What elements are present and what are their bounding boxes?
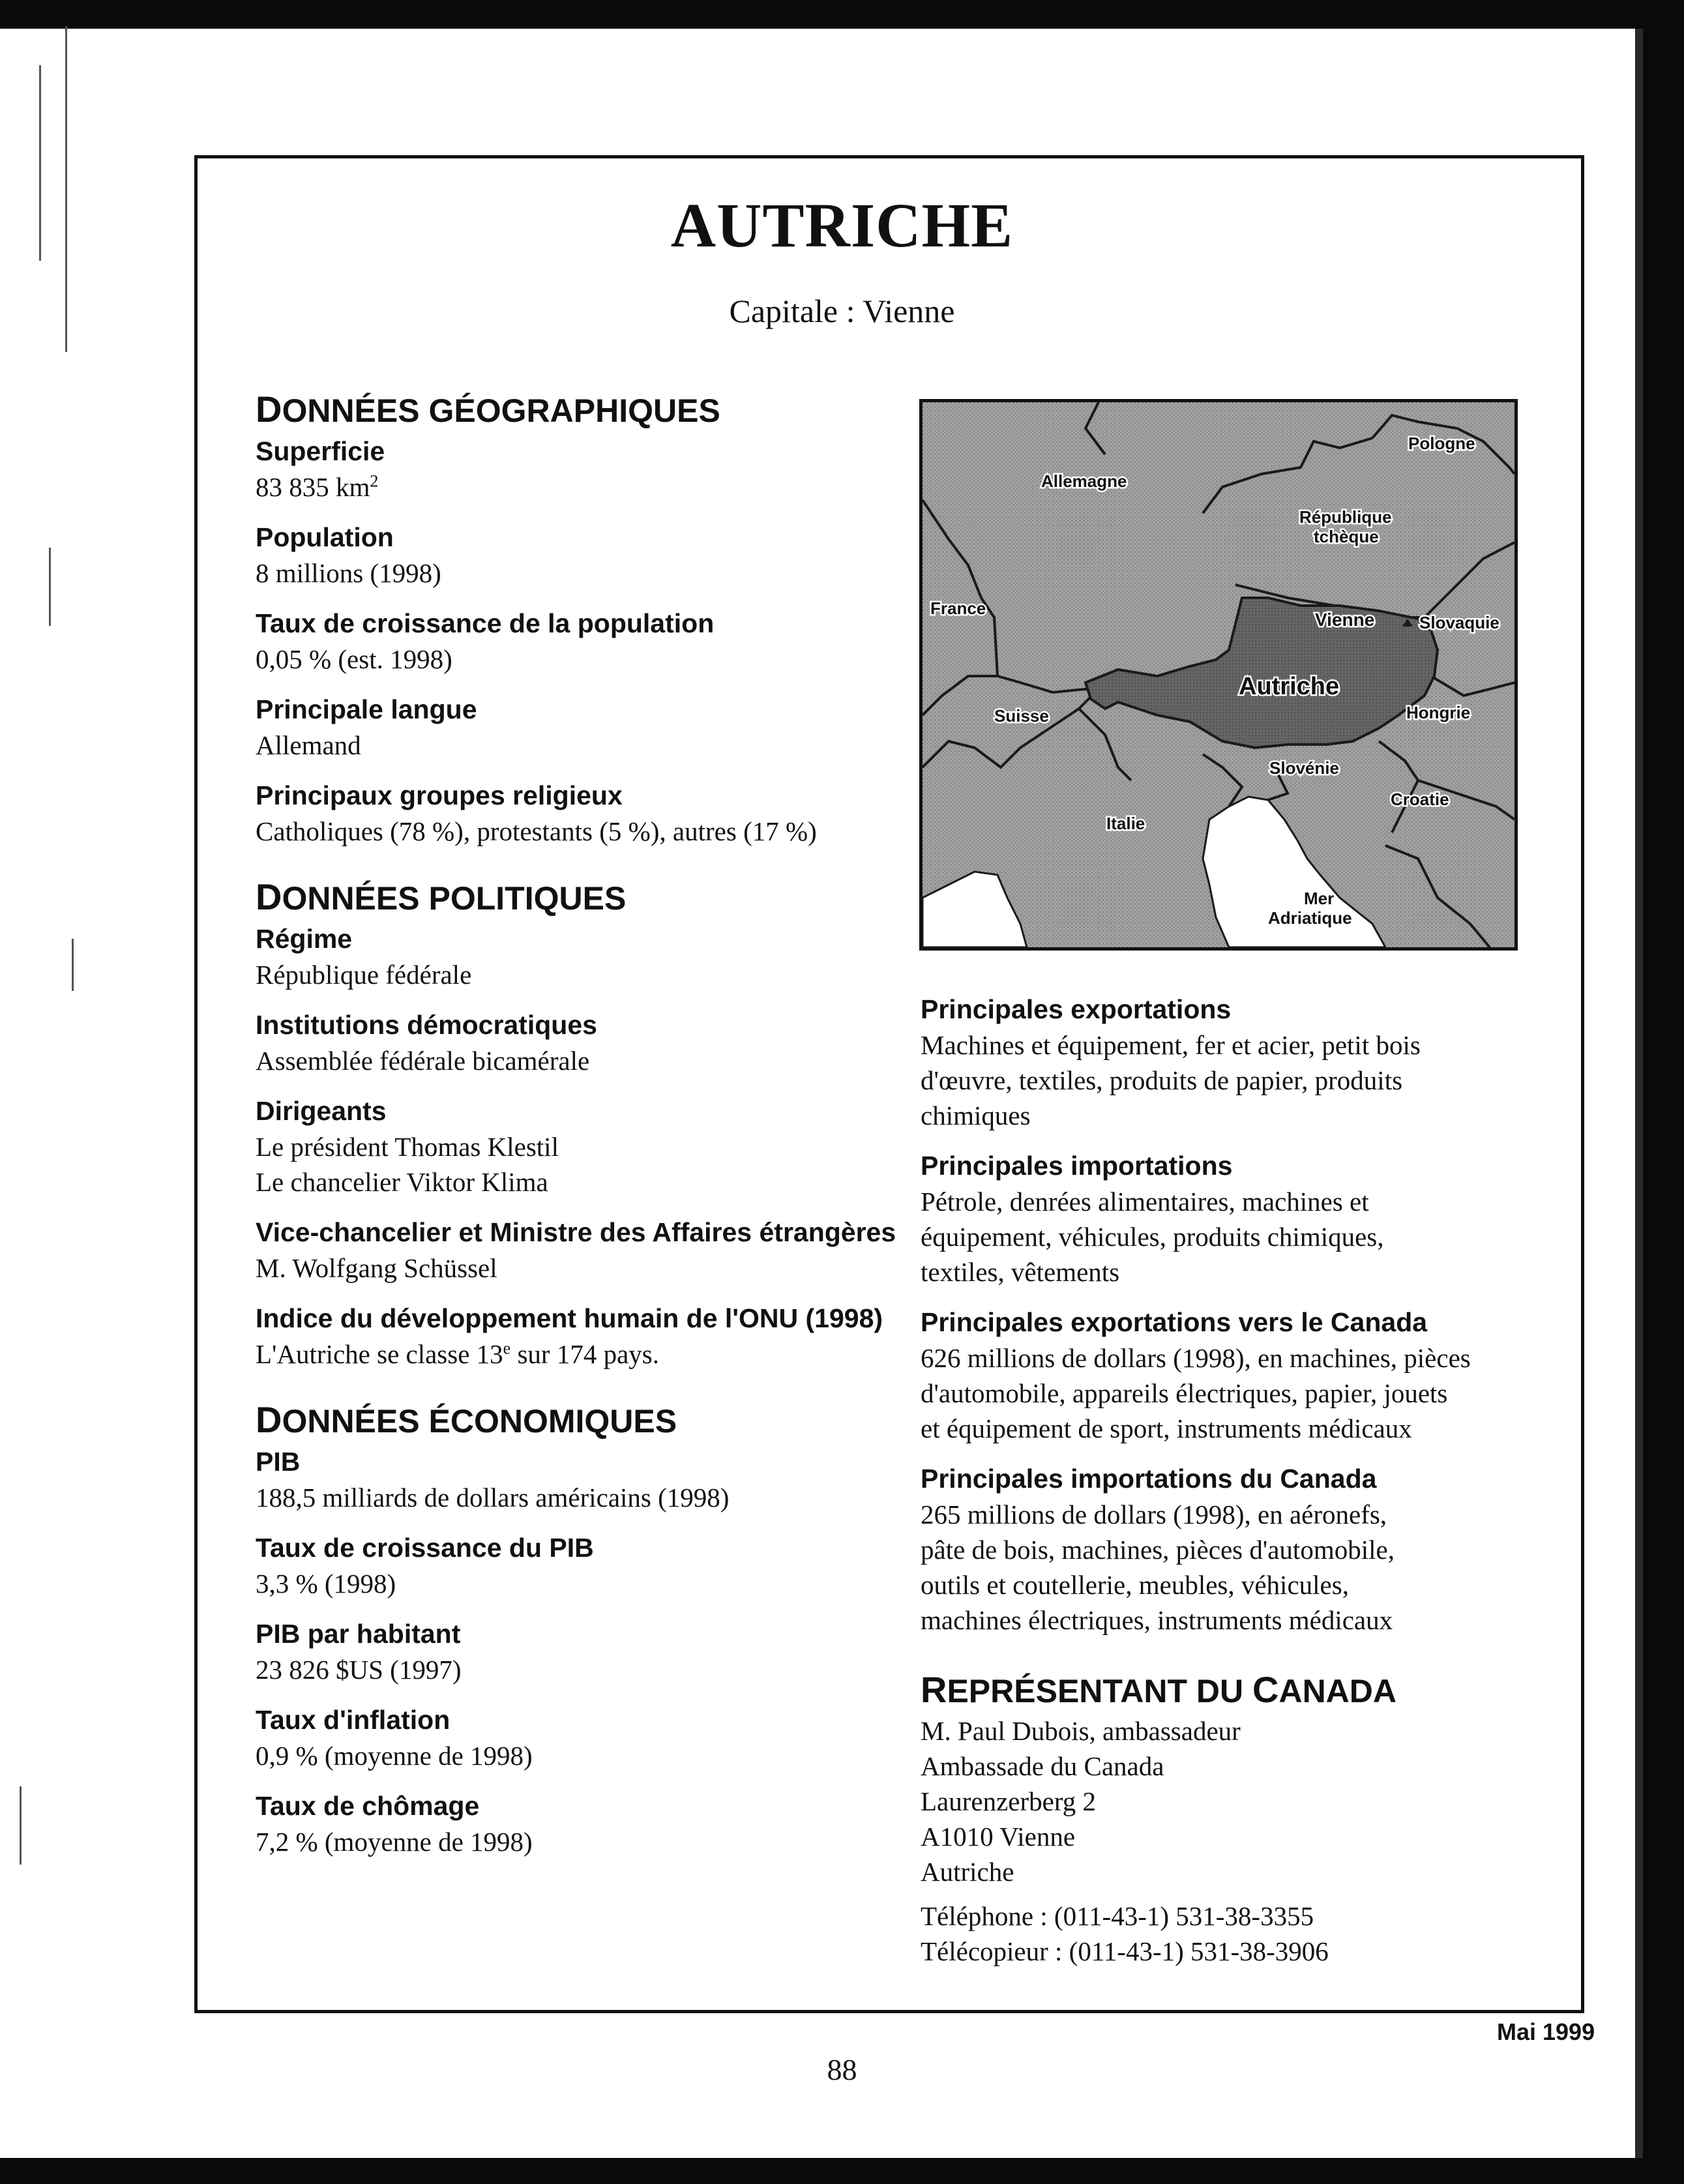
- field-label: Principaux groupes religieux: [256, 780, 623, 810]
- field-indice-developpement: [256, 1300, 908, 1372]
- austria-map: [919, 399, 1518, 951]
- field-value: L'Autriche se classe 13e sur 174 pays.: [256, 1338, 659, 1369]
- field-label: Principale langue: [256, 694, 477, 724]
- field-line: Pétrole, denrées alimentaires, machines et: [921, 1187, 1369, 1217]
- field-label: Superficie: [256, 436, 385, 466]
- map-label-italie: Italie: [1106, 814, 1145, 833]
- scan-edge-shadow: [1635, 29, 1643, 2158]
- rep-phone: Téléphone : (011-43-1) 531-38-3355: [921, 1901, 1314, 1931]
- map-label-croatie: Croatie: [1391, 789, 1449, 809]
- field-line: chimiques: [921, 1100, 1031, 1130]
- field-label: Taux de chômage: [256, 1791, 480, 1821]
- rep-line: Autriche: [921, 1857, 1014, 1887]
- section-heading-economiques: DONNÉES ÉCONOMIQUES: [256, 1399, 677, 1440]
- field-regime: [256, 921, 908, 992]
- section-geographiques: [256, 390, 908, 849]
- map-label-mer-2: Adriatique: [1268, 908, 1352, 928]
- field-institutions: [256, 1007, 908, 1078]
- field-value: Assemblée fédérale bicamérale: [256, 1046, 590, 1076]
- field-value: 8 millions (1998): [256, 558, 441, 588]
- field-pib-habitant: [256, 1616, 908, 1687]
- field-line: 265 millions de dollars (1998), en aéronefs,: [921, 1499, 1387, 1529]
- field-value: 83 835 $km^2$: [256, 471, 379, 502]
- field-pib: [256, 1443, 908, 1515]
- field-label: Taux de croissance de la population: [256, 608, 715, 638]
- field-line: équipement, véhicules, produits chimiques,: [921, 1222, 1384, 1252]
- map-label-vienne: Vienne: [1315, 610, 1375, 630]
- section-politiques: [256, 878, 908, 1372]
- date-mark: Mai 1999: [1497, 2018, 1595, 2045]
- page-title: AUTRICHE: [670, 190, 1014, 260]
- section-representant: [921, 1670, 1527, 1969]
- field-label: Principales exportations vers le Canada: [921, 1307, 1428, 1337]
- field-chomage: [256, 1788, 908, 1859]
- map-label-slovenie: Slovénie: [1269, 758, 1339, 778]
- field-label: Vice-chancelier et Ministre des Affaires étrangères: [256, 1217, 896, 1247]
- field-label: Principales exportations: [921, 994, 1232, 1024]
- field-value-2: Le chancelier Viktor Klima: [256, 1167, 548, 1197]
- field-line: textiles, vêtements: [921, 1257, 1120, 1287]
- rep-fax: Télécopieur : (011-43-1) 531-38-3906: [921, 1936, 1329, 1966]
- map-label-suisse: Suisse: [994, 706, 1049, 726]
- field-label: Taux d'inflation: [256, 1705, 451, 1735]
- field-principale-langue: [256, 691, 908, 763]
- field-label: PIB: [256, 1447, 301, 1477]
- field-value: Allemand: [256, 730, 361, 760]
- scan-edge-top: [0, 0, 1684, 29]
- map-label-hongrie: Hongrie: [1406, 703, 1471, 722]
- section-heading-politiques: DONNÉES POLITIQUES: [256, 876, 627, 917]
- right-column: [921, 991, 1527, 1969]
- map-svg: [923, 402, 1514, 947]
- field-value: 0,05 % (est. 1998): [256, 644, 452, 674]
- map-label-rep-tcheque-1: République: [1299, 507, 1392, 527]
- field-value: 7,2 % (moyenne de 1998): [256, 1827, 533, 1857]
- left-column: [256, 390, 908, 1888]
- field-label: Dirigeants: [256, 1096, 387, 1126]
- map-label-slovaquie: Slovaquie: [1419, 613, 1499, 632]
- field-value: 3,3 % (1998): [256, 1569, 396, 1599]
- field-label: Principales importations: [921, 1151, 1233, 1181]
- field-line: outils et coutellerie, meubles, véhicules,: [921, 1570, 1349, 1600]
- field-line: et équipement de sport, instruments médicaux: [921, 1413, 1412, 1443]
- field-line: Machines et équipement, fer et acier, petit bois: [921, 1030, 1421, 1060]
- section-heading-representant: REPRÉSENTANT DU CANADA: [921, 1669, 1397, 1710]
- field-croissance-pib: [256, 1529, 908, 1601]
- field-line: pâte de bois, machines, pièces d'automobile,: [921, 1535, 1395, 1565]
- field-value: République fédérale: [256, 960, 472, 990]
- field-value: M. Wolfgang Schüssel: [256, 1253, 497, 1283]
- field-label: Institutions démocratiques: [256, 1010, 597, 1040]
- field-label: Régime: [256, 924, 353, 954]
- field-label: Taux de croissance du PIB: [256, 1533, 594, 1563]
- rep-line: M. Paul Dubois, ambassadeur: [921, 1716, 1241, 1746]
- capital-line: Capitale : Vienne: [729, 293, 955, 329]
- field-value: Le président Thomas Klestil: [256, 1132, 559, 1162]
- field-exportations-canada: [921, 1304, 1527, 1446]
- section-economiques: [256, 1400, 908, 1859]
- field-label: Principales importations du Canada: [921, 1464, 1377, 1494]
- field-label: Indice du développement humain de l'ONU (1998): [256, 1303, 883, 1333]
- field-inflation: [256, 1702, 908, 1773]
- map-label-mer-1: Mer: [1304, 889, 1335, 908]
- field-superficie: [256, 433, 908, 505]
- map-label-pologne: Pologne: [1408, 434, 1475, 453]
- field-line: d'automobile, appareils électriques, papier, jouets: [921, 1378, 1448, 1408]
- section-heading-geographiques: DONNÉES GÉOGRAPHIQUES: [256, 389, 720, 430]
- map-label-autriche: Autriche: [1239, 673, 1340, 700]
- map-label-france: France: [930, 598, 986, 618]
- rep-line: Laurenzerberg 2: [921, 1786, 1097, 1816]
- field-exportations: [921, 991, 1527, 1133]
- field-line: d'œuvre, textiles, produits de papier, produits: [921, 1065, 1403, 1095]
- field-value: 0,9 % (moyenne de 1998): [256, 1741, 533, 1771]
- field-taux-croissance-population: [256, 605, 908, 677]
- field-population: [256, 519, 908, 591]
- rep-line: Ambassade du Canada: [921, 1751, 1164, 1781]
- field-importations-canada: [921, 1460, 1527, 1638]
- field-groupes-religieux: [256, 777, 908, 849]
- rep-line: A1010 Vienne: [921, 1822, 1076, 1852]
- field-dirigeants: [256, 1093, 908, 1200]
- map-label-rep-tcheque-2: tchèque: [1314, 527, 1379, 546]
- field-label: PIB par habitant: [256, 1619, 461, 1649]
- field-vice-chancelier: [256, 1214, 908, 1286]
- field-line: machines électriques, instruments médicaux: [921, 1605, 1393, 1635]
- map-label-allemagne: Allemagne: [1041, 471, 1127, 491]
- page-number: 88: [827, 2053, 857, 2086]
- field-importations: [921, 1147, 1527, 1290]
- scan-edge-bottom: [0, 2158, 1684, 2184]
- field-value: Catholiques (78 %), protestants (5 %), autres (17 %): [256, 816, 817, 846]
- field-line: 626 millions de dollars (1998), en machines, pièces: [921, 1343, 1471, 1373]
- field-label: Population: [256, 522, 394, 552]
- field-value: 23 826 $US (1997): [256, 1655, 462, 1685]
- field-value: 188,5 milliards de dollars américains (1998): [256, 1483, 730, 1513]
